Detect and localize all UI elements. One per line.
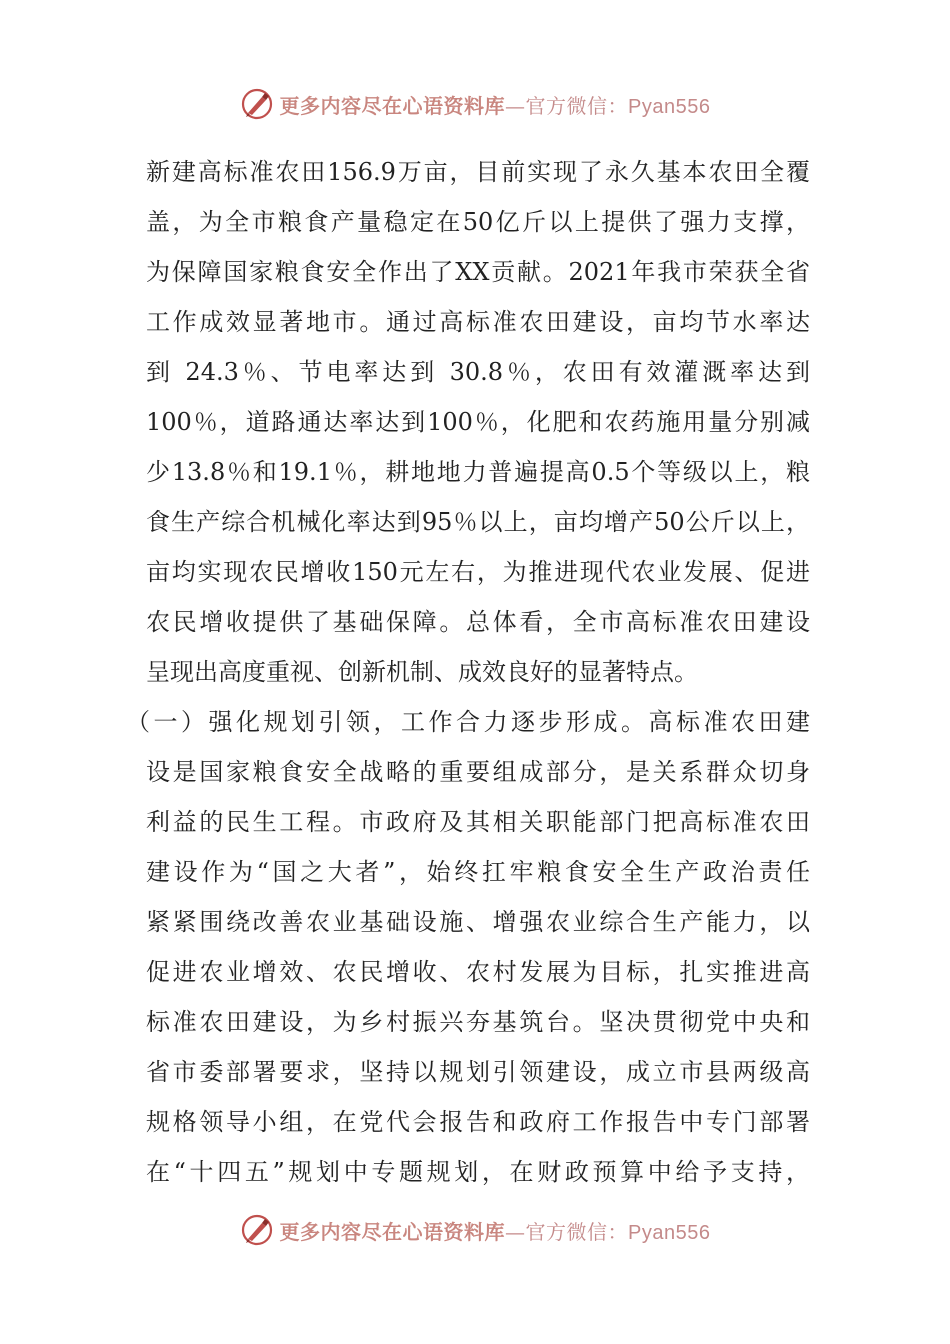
text-line: 规格领导小组，在党代会报告和政府工作报告中专门部署 <box>146 1108 810 1136</box>
text-line: 为保障国家粮食安全作出了XX贡献。2021年我市荣获全省 <box>146 258 810 286</box>
text-line: 设是国家粮食安全战略的重要组成部分，是关系群众切身 <box>146 758 810 786</box>
text-line: 到 24.3％、节电率达到 30.8％，农田有效灌溉率达到 <box>146 358 810 386</box>
text-line: 呈现出高度重视、创新机制、成效良好的显著特点。 <box>146 658 698 686</box>
text-line: 紧紧围绕改善农业基础设施、增强农业综合生产能力，以 <box>146 908 810 936</box>
text-line: 亩均实现农民增收150元左右，为推进现代农业发展、促进 <box>146 558 810 586</box>
footer-banner-text <box>280 1216 711 1245</box>
banner-separator: — <box>505 93 526 118</box>
text-line: 促进农业增效、农民增收、农村发展为目标，扎实推进高 <box>146 958 810 986</box>
text-line: 少13.8％和19.1％，耕地地力普遍提高0.5个等级以上，粮 <box>146 458 810 486</box>
text-line: 工作成效显著地市。通过高标准农田建设，亩均节水率达 <box>146 308 810 336</box>
header-banner-text <box>280 90 711 119</box>
banner-wechat-id: Pyan556 <box>628 95 711 118</box>
header-banner <box>0 84 950 124</box>
text-line: 省市委部署要求，坚持以规划引领建设，成立市县两级高 <box>146 1058 810 1086</box>
banner-separator: — <box>505 1219 526 1244</box>
text-line: 农民增收提供了基础保障。总体看，全市高标准农田建设 <box>146 608 810 636</box>
text-line: 在“十四五”规划中专题规划，在财政预算中给予支持， <box>146 1158 810 1186</box>
banner-official-label: 官方微信： <box>525 1219 629 1244</box>
text-line: 盖，为全市粮食产量稳定在50亿斤以上提供了强力支撑， <box>146 208 810 236</box>
footer-banner <box>0 1210 950 1250</box>
text-line: 新建高标准农田156.9万亩，目前实现了永久基本农田全覆 <box>146 158 810 186</box>
pen-logo-icon <box>240 87 274 121</box>
text-line: 建设作为“国之大者”，始终扛牢粮食安全生产政治责任 <box>146 858 810 886</box>
pen-logo-icon <box>240 1213 274 1247</box>
text-line: 标准农田建设，为乡村振兴夯基筑台。坚决贯彻党中央和 <box>146 1008 810 1036</box>
text-line: 食生产综合机械化率达到95％以上，亩均增产50公斤以上， <box>146 508 810 536</box>
banner-official-label: 官方微信： <box>525 93 629 118</box>
document-body <box>126 147 810 1197</box>
section-heading-line: （一）强化规划引领，工作合力逐步形成。高标准农田建 <box>126 708 810 736</box>
banner-wechat-id: Pyan556 <box>628 1221 711 1244</box>
banner-brand: 更多内容尽在心语资料库 <box>279 1219 506 1244</box>
text-line: 利益的民生工程。市政府及其相关职能部门把高标准农田 <box>146 808 810 836</box>
text-line: 100％，道路通达率达到100％，化肥和农药施用量分别减 <box>146 408 810 436</box>
banner-brand: 更多内容尽在心语资料库 <box>279 93 506 118</box>
